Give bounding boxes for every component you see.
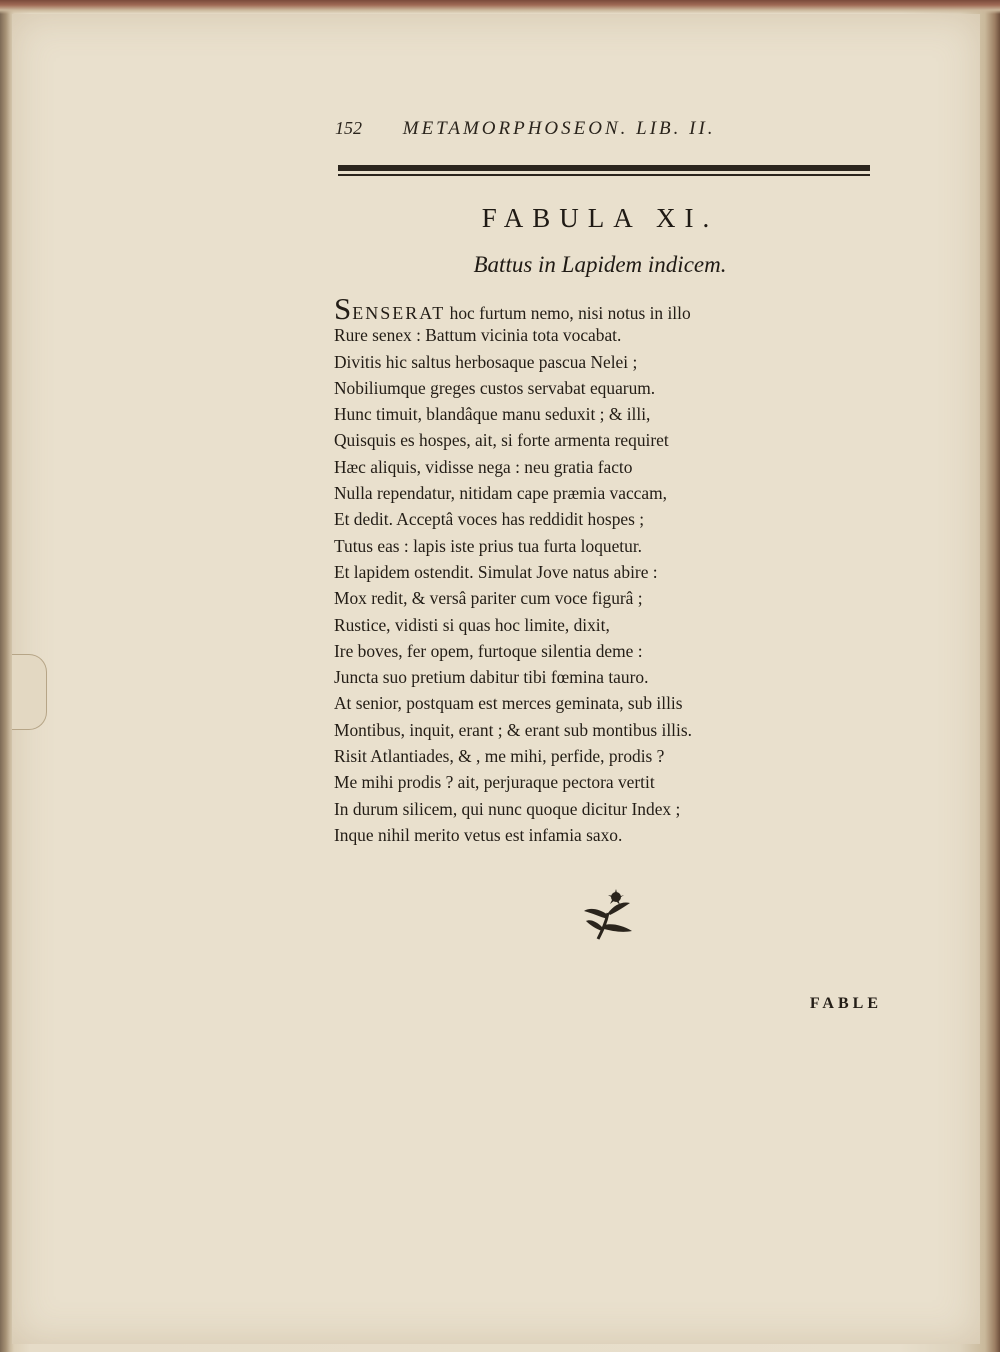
- first-word-caps: ENSERAT: [352, 303, 446, 323]
- poem-line: In durum silicem, qui nunc quoque dicitur Index ;: [334, 798, 681, 819]
- book-cover-edge: [0, 0, 1000, 14]
- header-rule-thick: [338, 165, 870, 171]
- fable-title: FABULA XI.: [481, 203, 719, 233]
- poem-line: Rustice, vidisti si quas hoc limite, dixit,: [334, 614, 610, 635]
- poem-line: Divitis hic saltus herbosaque pascua Nelei ;: [334, 351, 638, 372]
- fable-subtitle: Battus in Lapidem indicem.: [473, 252, 727, 277]
- catchword: FABLE: [809, 995, 882, 1012]
- poem-line: Et dedit. Acceptâ voces has reddidit hospes ;: [334, 509, 645, 530]
- poem-line: Rure senex : Battum vicinia tota vocabat.: [334, 325, 622, 346]
- poem-line: Quisquis es hospes, ait, si forte armenta requiret: [334, 430, 669, 451]
- drop-cap: S: [334, 291, 353, 326]
- floral-ornament-icon: [578, 885, 638, 945]
- poem-line: Nobiliumque greges custos servabat equarum.: [334, 377, 656, 398]
- poem-line: Risit Atlantiades, & , me mihi, perfide, prodis ?: [334, 746, 665, 767]
- page-tab-marker: [12, 654, 47, 730]
- page-number: 152: [335, 118, 362, 138]
- poem-line: Mox redit, & versâ pariter cum voce figurâ ;: [334, 588, 643, 609]
- poem-line: Tutus eas : lapis iste prius tua furta loquetur.: [334, 535, 643, 556]
- poem-line: Ire boves, fer opem, furtoque silentia deme :: [334, 640, 643, 661]
- poem-line: Et lapidem ostendit. Simulat Jove natus abire :: [334, 561, 658, 582]
- running-head: [335, 118, 825, 148]
- poem-line: Juncta suo pretium dabitur tibi fœmina tauro.: [334, 667, 649, 688]
- running-title: METAMORPHOSEON. LIB. II.: [402, 118, 716, 139]
- poem-line: Inque nihil merito vetus est infamia saxo.: [334, 824, 623, 845]
- poem-line: Hæc aliquis, vidisse nega : neu gratia facto: [334, 456, 633, 477]
- header-rule-thin: [338, 174, 870, 176]
- header-rule: [338, 165, 870, 179]
- poem-line: At senior, postquam est merces geminata, sub illis: [334, 693, 683, 714]
- poem-line: Hunc timuit, blandâque manu seduxit ; & illi,: [334, 404, 651, 425]
- poem-line: Nulla rependatur, nitidam cape præmia vaccam,: [334, 483, 667, 504]
- poem-text: [334, 291, 879, 848]
- poem-line: [334, 291, 879, 326]
- poem-line: Montibus, inquit, erant ; & erant sub montibus illis.: [334, 719, 692, 740]
- first-line-text: hoc furtum nemo, nisi notus in illo: [449, 303, 691, 323]
- poem-line: Me mihi prodis ? ait, perjuraque pectora vertit: [334, 772, 655, 793]
